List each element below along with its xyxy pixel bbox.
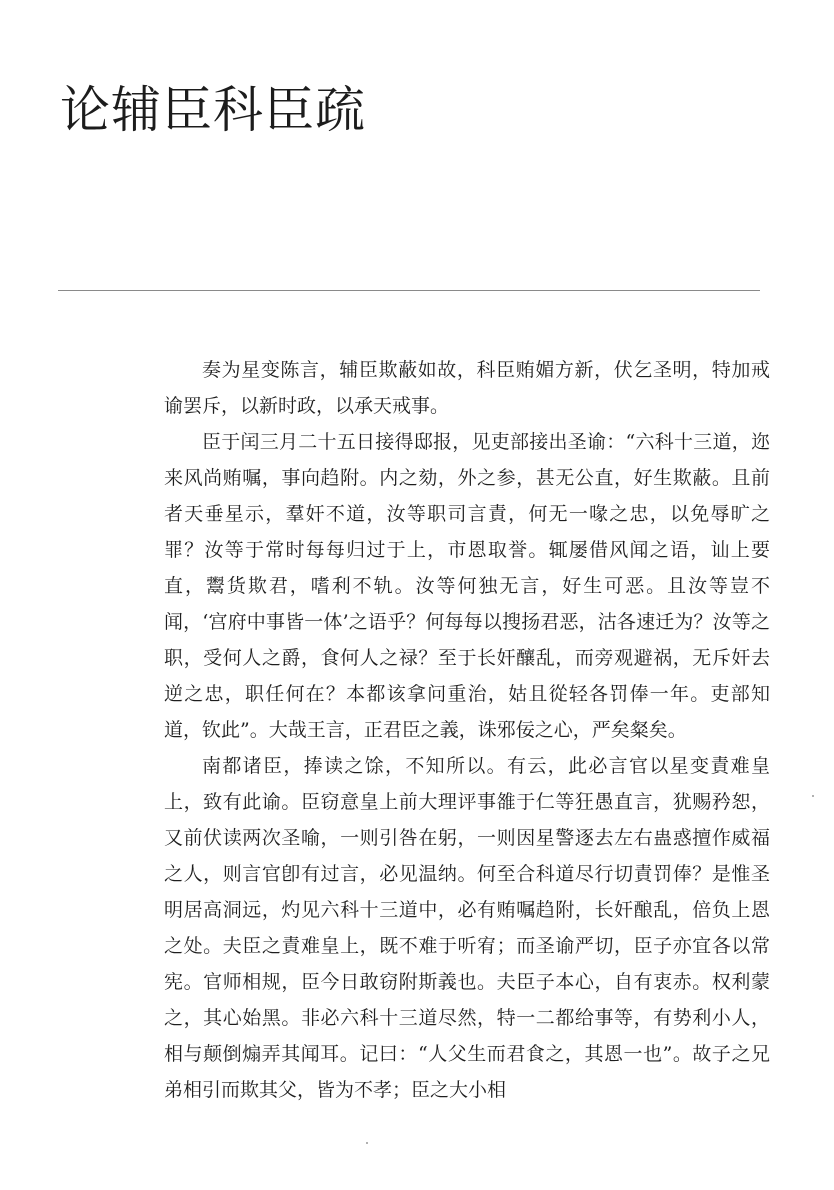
paragraph-nanjing-officials: 南都诸臣，捧读之馀，不知所以。有云，此必言官以星变責难皇上，致有此谕。臣窃意皇上前大理评事雒于仁等狂愚直言，犹赐矜恕，又前伏读两次圣喻，一则引咎在躬，一则因星警逐去左右蛊惑擅作威福之人，则言官卽有过言，必见温纳。何至合科道尽行切責罚俸？是惟圣明居高洞远，灼见六科十三道中，必有贿嘱趋附，长奸酿乱，倍负上恩之处。夫臣之責难皇上，既不难于听宥；而圣谕严切，臣子亦宜各以常宪。官师相规，臣今日敢窃附斯義也。夫臣子本心，自有衷赤。权利蒙之，其心始黑。非必六科十三道尽然，特一二都给事等，有势利小人，相与颠倒煽弄其闻耳。记曰：“人父生而君食之，其恩一也”。故子之兄弟相引而欺其父，皆为不孝；臣之大小相 (164, 755, 770, 1101)
scan-speck (366, 1142, 368, 1144)
body-text (164, 352, 770, 1108)
paragraph-imperial-edict: 臣于闰三月二十五日接得邸报，见吏部接出圣谕：“六科十三道，迩来风尚贿嘱，事向趋附。内之劾，外之参，甚无公直，好生欺蔽。且前者天垂星示，羣奸不道，汝等职司言責，何无一喙之忠，以免辱旷之罪？汝等于常时每每归过于上，市恩取誉。辄屡借风闻之语，讪上要直，鬻货欺君，嗜利不轨。汝等何独无言，好生可恶。且汝等豈不闻，‘宫府中事皆一体’之语乎？何每每以搜扬君恶，沽各速迁为？汝等之职，受何人之爵，食何人之禄？至于长奸釀乱，而旁观避祸，无斥奸去逆之忠，职任何在？本都该拿问重治，姑且從轻各罚俸一年。吏部知道，钦此”。大哉王言，正君臣之義，诛邪佞之心，严矣粲矣。 (164, 431, 770, 741)
title-divider (58, 290, 760, 291)
page-title: 论辅臣科臣疏 (60, 81, 366, 139)
paragraph-memorial-intro: 奏为星变陈言，辅臣欺蔽如故，科臣贿媚方新，伏乞圣明，特加戒谕罢斥，以新时政，以承天戒事。 (164, 359, 770, 417)
scan-speck (812, 795, 814, 797)
